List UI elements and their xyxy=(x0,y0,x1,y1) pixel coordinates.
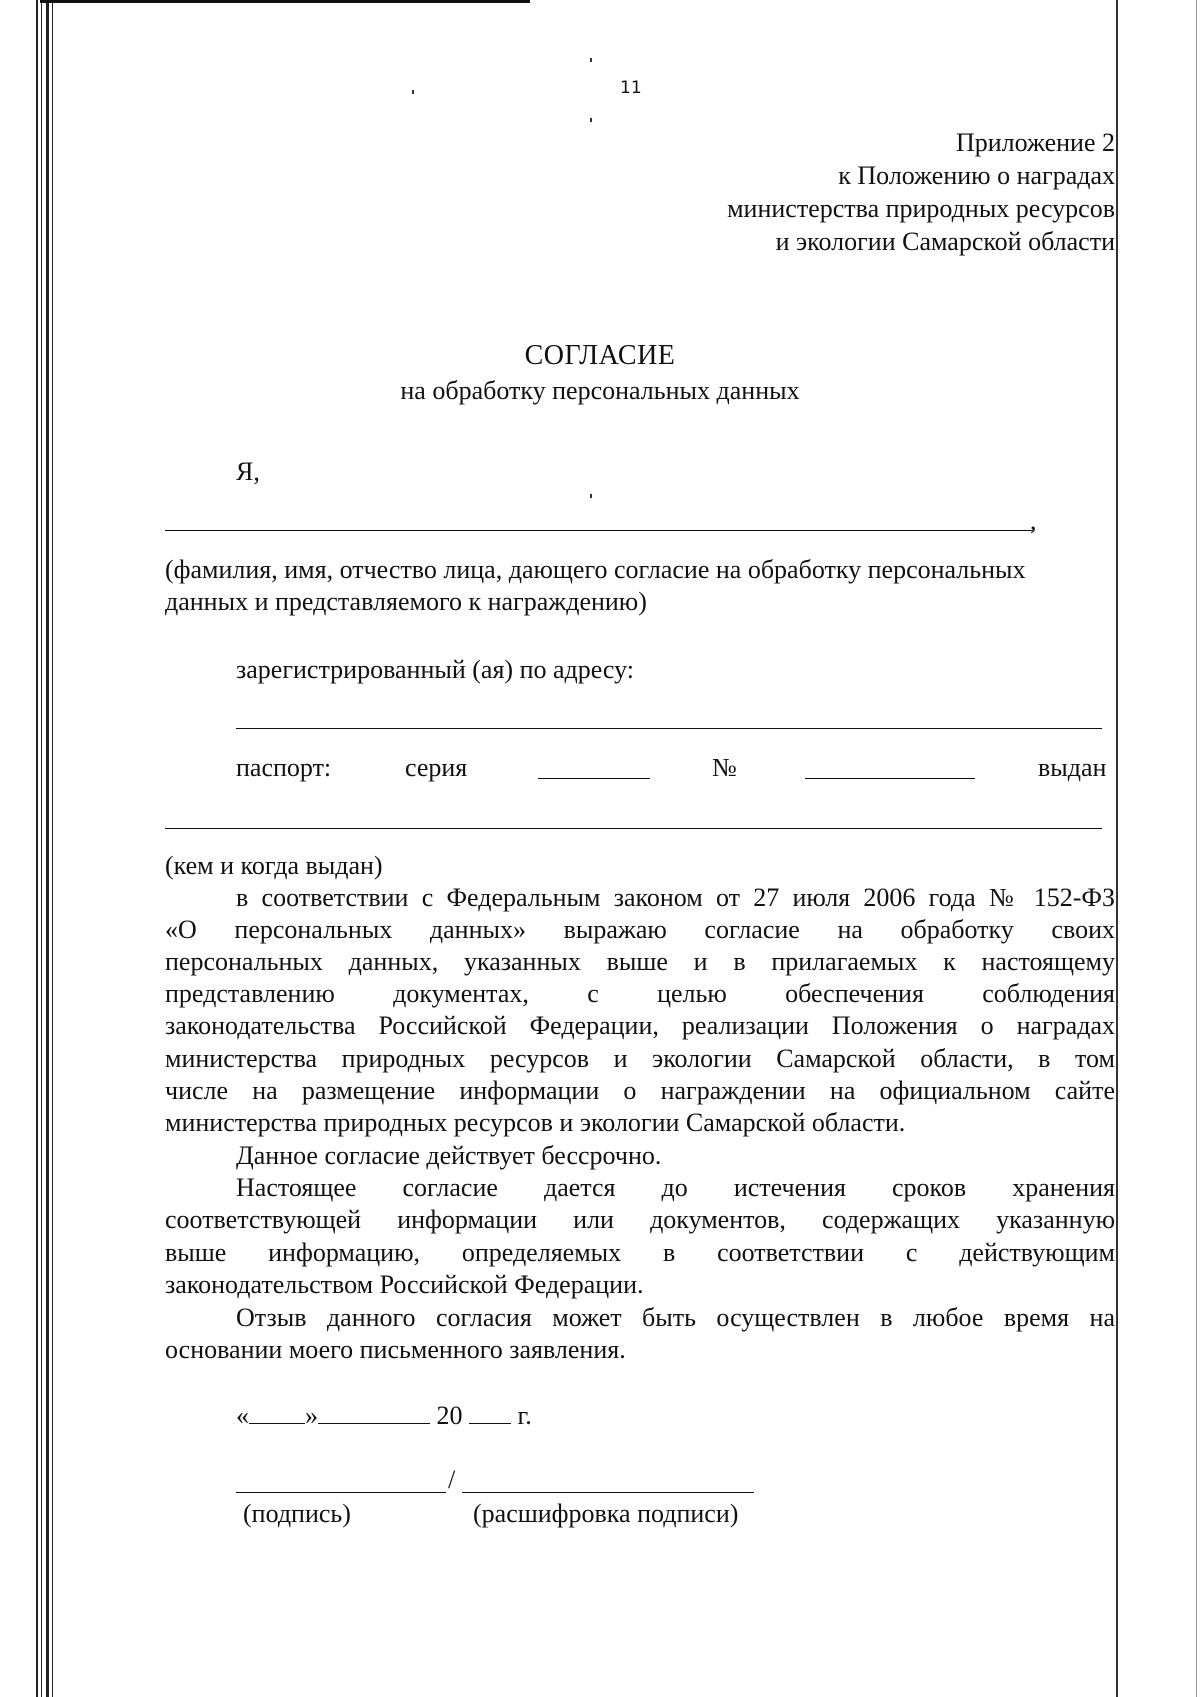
document-title: СОГЛАСИЕ xyxy=(524,340,676,371)
passport-label: паспорт: xyxy=(236,753,332,782)
name-hint-line-1: (фамилия, имя, отчество лица, дающего согласие на обработку персональных xyxy=(165,555,1026,584)
series-field[interactable] xyxy=(538,778,650,779)
date-year-prefix: 20 xyxy=(436,1401,463,1430)
name-comma: , xyxy=(1030,506,1037,535)
body-paragraph-3-line-2: соответствующей информации или документов, содержащих указанную xyxy=(165,1205,1115,1234)
appendix-line-4: и экологии Самарской области xyxy=(775,227,1115,256)
appendix-line-2: к Положению о наградах xyxy=(838,161,1115,190)
address-field[interactable] xyxy=(236,728,1102,729)
address-label: зарегистрированный (ая) по адресу: xyxy=(236,655,635,684)
name-hint-line-2: данных и представляемого к награждению) xyxy=(165,587,647,616)
number-field[interactable] xyxy=(805,778,975,779)
body-paragraph-3-line-1: Настоящее согласие дается до истечения сроков хранения xyxy=(236,1173,1115,1202)
body-paragraph-1-line-1: в соответствии с Федеральным законом от 27 июля 2006 года № 152-ФЗ xyxy=(236,883,1115,912)
date-year-suffix: г. xyxy=(517,1401,532,1430)
scan-border-top xyxy=(40,0,530,3)
scan-border-left-2 xyxy=(41,0,42,1697)
appendix-line-1: Приложение 2 xyxy=(955,128,1115,157)
signature-separator: / xyxy=(448,1465,456,1494)
date-row xyxy=(236,1400,532,1432)
date-month-field[interactable] xyxy=(318,1401,430,1424)
signature-label: (подпись) xyxy=(243,1499,351,1528)
scan-speck xyxy=(590,118,592,122)
body-paragraph-1-line-7: числе на размещение информации о награждении на официальном сайте xyxy=(165,1076,1115,1105)
date-close-quote: » xyxy=(305,1401,318,1430)
body-paragraph-1-line-2: «О персональных данных» выражаю согласие на обработку своих xyxy=(165,915,1115,944)
body-paragraph-3-line-3: выше информацию, определяемых в соответствии с действующим xyxy=(165,1238,1115,1267)
scan-border-left-3 xyxy=(46,0,49,1697)
page-number: 11 xyxy=(620,78,642,98)
body-paragraph-1-line-6: министерства природных ресурсов и экологии Самарской области, в том xyxy=(165,1044,1115,1073)
issued-hint: (кем и когда выдан) xyxy=(165,851,383,880)
scan-border-right xyxy=(1116,0,1118,1697)
body-paragraph-4-line-2: основании моего письменного заявления. xyxy=(165,1335,626,1364)
signature-decode-label: (расшифровка подписи) xyxy=(473,1499,739,1528)
date-year-field[interactable] xyxy=(469,1401,511,1424)
number-label: № xyxy=(712,753,737,782)
signature-field[interactable] xyxy=(236,1492,446,1493)
document-subtitle: на обработку персональных данных xyxy=(400,376,800,405)
body-paragraph-1-line-8: министерства природных ресурсов и экологии Самарской области. xyxy=(165,1108,906,1137)
body-paragraph-3-line-4: законодательством Российской Федерации. xyxy=(165,1270,644,1299)
scan-border-right-2 xyxy=(1196,0,1197,1697)
ya-label: Я, xyxy=(236,457,260,486)
scan-speck xyxy=(412,90,414,94)
date-open-quote: « xyxy=(236,1401,249,1430)
body-paragraph-2: Данное согласие действует бессрочно. xyxy=(236,1141,662,1170)
appendix-line-3: министерства природных ресурсов xyxy=(727,194,1115,223)
scan-speck xyxy=(590,58,592,62)
body-paragraph-4-line-1: Отзыв данного согласия может быть осуществлен в любое время на xyxy=(236,1303,1115,1332)
issued-label: выдан xyxy=(1038,753,1107,782)
issued-field[interactable] xyxy=(165,828,1102,829)
scan-speck xyxy=(590,494,592,498)
scan-border-left-1 xyxy=(36,0,38,1697)
body-paragraph-1-line-4: представлению документах, с целью обеспечения соблюдения xyxy=(165,979,1115,1008)
appendix-header xyxy=(727,126,1115,258)
series-label: серия xyxy=(405,753,468,782)
date-day-field[interactable] xyxy=(249,1401,305,1424)
body-paragraph-1-line-3: персональных данных, указанных выше и в прилагаемых к настоящему xyxy=(165,947,1115,976)
scan-border-left-4 xyxy=(52,0,53,1697)
signature-decode-field[interactable] xyxy=(462,1492,754,1493)
body-paragraph-1-line-5: законодательства Российской Федерации, реализации Положения о наградах xyxy=(165,1011,1115,1040)
name-field[interactable] xyxy=(165,530,1033,531)
